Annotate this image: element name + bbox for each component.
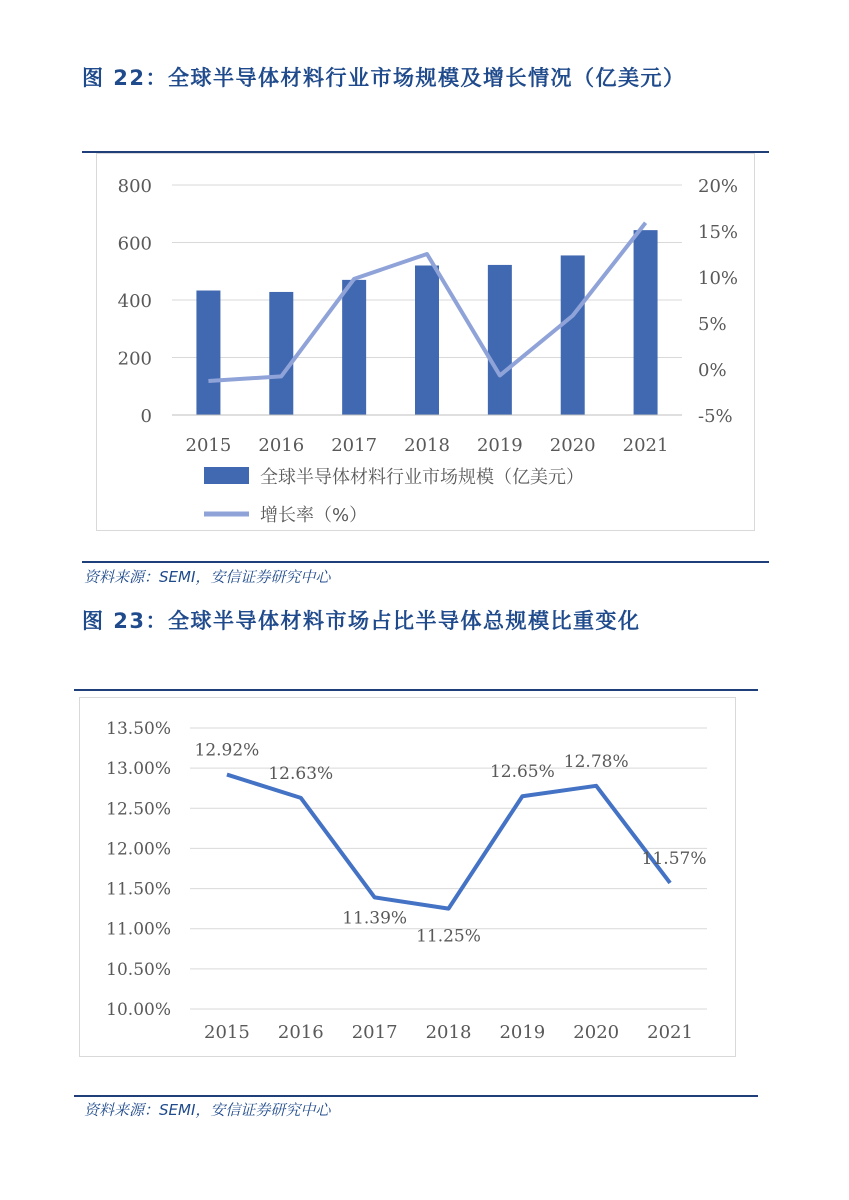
x-axis-tick-label: 2016	[277, 1022, 324, 1043]
y-axis-tick-label: 200	[117, 348, 152, 370]
y2-axis-tick-label: -5%	[698, 406, 733, 427]
x-axis-tick-label: 2019	[476, 435, 523, 456]
x-axis-tick-label: 2016	[258, 435, 305, 456]
x-axis-tick-label: 2021	[622, 435, 669, 456]
legend-line-label: 增长率（%）	[260, 505, 368, 526]
x-axis-tick-label: 2017	[331, 435, 378, 456]
figure-23-top-rule	[74, 689, 758, 691]
bar-2015	[196, 291, 220, 415]
data-label: 11.25%	[416, 926, 481, 947]
bar-2019	[488, 265, 512, 415]
y-axis-tick-label: 12.00%	[106, 839, 171, 860]
y2-axis-tick-label: 10%	[698, 268, 739, 289]
y2-axis-tick-label: 5%	[698, 314, 727, 335]
y-axis-tick-label: 10.00%	[106, 1000, 171, 1020]
y-axis-tick-label: 400	[117, 291, 152, 312]
y-axis-tick-label: 600	[117, 233, 152, 255]
y2-axis-tick-label: 0%	[698, 360, 727, 381]
x-axis-tick-label: 2020	[549, 435, 596, 456]
figure-23-svg	[80, 698, 735, 1056]
figure-23-title: 图 23：全球半导体材料市场占比半导体总规模比重变化	[82, 609, 641, 633]
figure-22-title: 图 22：全球半导体材料行业市场规模及增长情况（亿美元）	[82, 66, 686, 90]
legend-bar-swatch	[204, 467, 249, 484]
bar-2021	[634, 230, 658, 415]
data-label: 12.92%	[194, 740, 260, 761]
figure-23-chart	[79, 697, 736, 1057]
y-axis-tick-label: 11.00%	[106, 919, 171, 940]
x-axis-tick-label: 2017	[351, 1022, 398, 1043]
figure-23-source: 资料来源：SEMI，安信证券研究中心	[84, 1101, 331, 1119]
data-label: 11.57%	[641, 848, 707, 869]
y-axis-tick-label: 13.00%	[106, 759, 171, 780]
figure-23-bottom-rule	[74, 1095, 758, 1097]
y-axis-tick-label: 800	[117, 176, 152, 197]
legend-bar-label: 全球半导体材料行业市场规模（亿美元）	[260, 467, 584, 488]
bar-2020	[561, 255, 585, 415]
figure-22-bottom-rule	[82, 561, 769, 563]
y-axis-tick-label: 12.50%	[106, 799, 171, 820]
bar-2017	[342, 280, 366, 415]
data-label: 12.65%	[489, 762, 555, 783]
figure-22-chart	[96, 153, 755, 531]
x-axis-tick-label: 2018	[404, 435, 450, 456]
bar-2018	[415, 266, 439, 416]
bar-2016	[269, 292, 293, 415]
x-axis-tick-label: 2021	[647, 1022, 693, 1043]
figure-22-source: 资料来源：SEMI，安信证券研究中心	[84, 568, 331, 586]
y2-axis-tick-label: 20%	[698, 176, 739, 197]
x-axis-tick-label: 2015	[204, 1022, 250, 1043]
y-axis-tick-label: 11.50%	[106, 879, 171, 900]
data-label: 12.78%	[563, 751, 629, 772]
y-axis-tick-label: 0	[140, 406, 152, 427]
x-axis-tick-label: 2019	[499, 1022, 546, 1043]
x-axis-tick-label: 2018	[425, 1022, 472, 1043]
data-label: 11.39%	[342, 908, 408, 929]
x-axis-tick-label: 2020	[573, 1022, 620, 1043]
y-axis-tick-label: 10.50%	[106, 959, 171, 980]
data-label: 12.63%	[268, 763, 334, 784]
y-axis-tick-label: 13.50%	[106, 719, 171, 739]
figure-22-svg	[97, 154, 754, 530]
y2-axis-tick-label: 15%	[698, 222, 739, 243]
x-axis-tick-label: 2015	[185, 435, 232, 456]
